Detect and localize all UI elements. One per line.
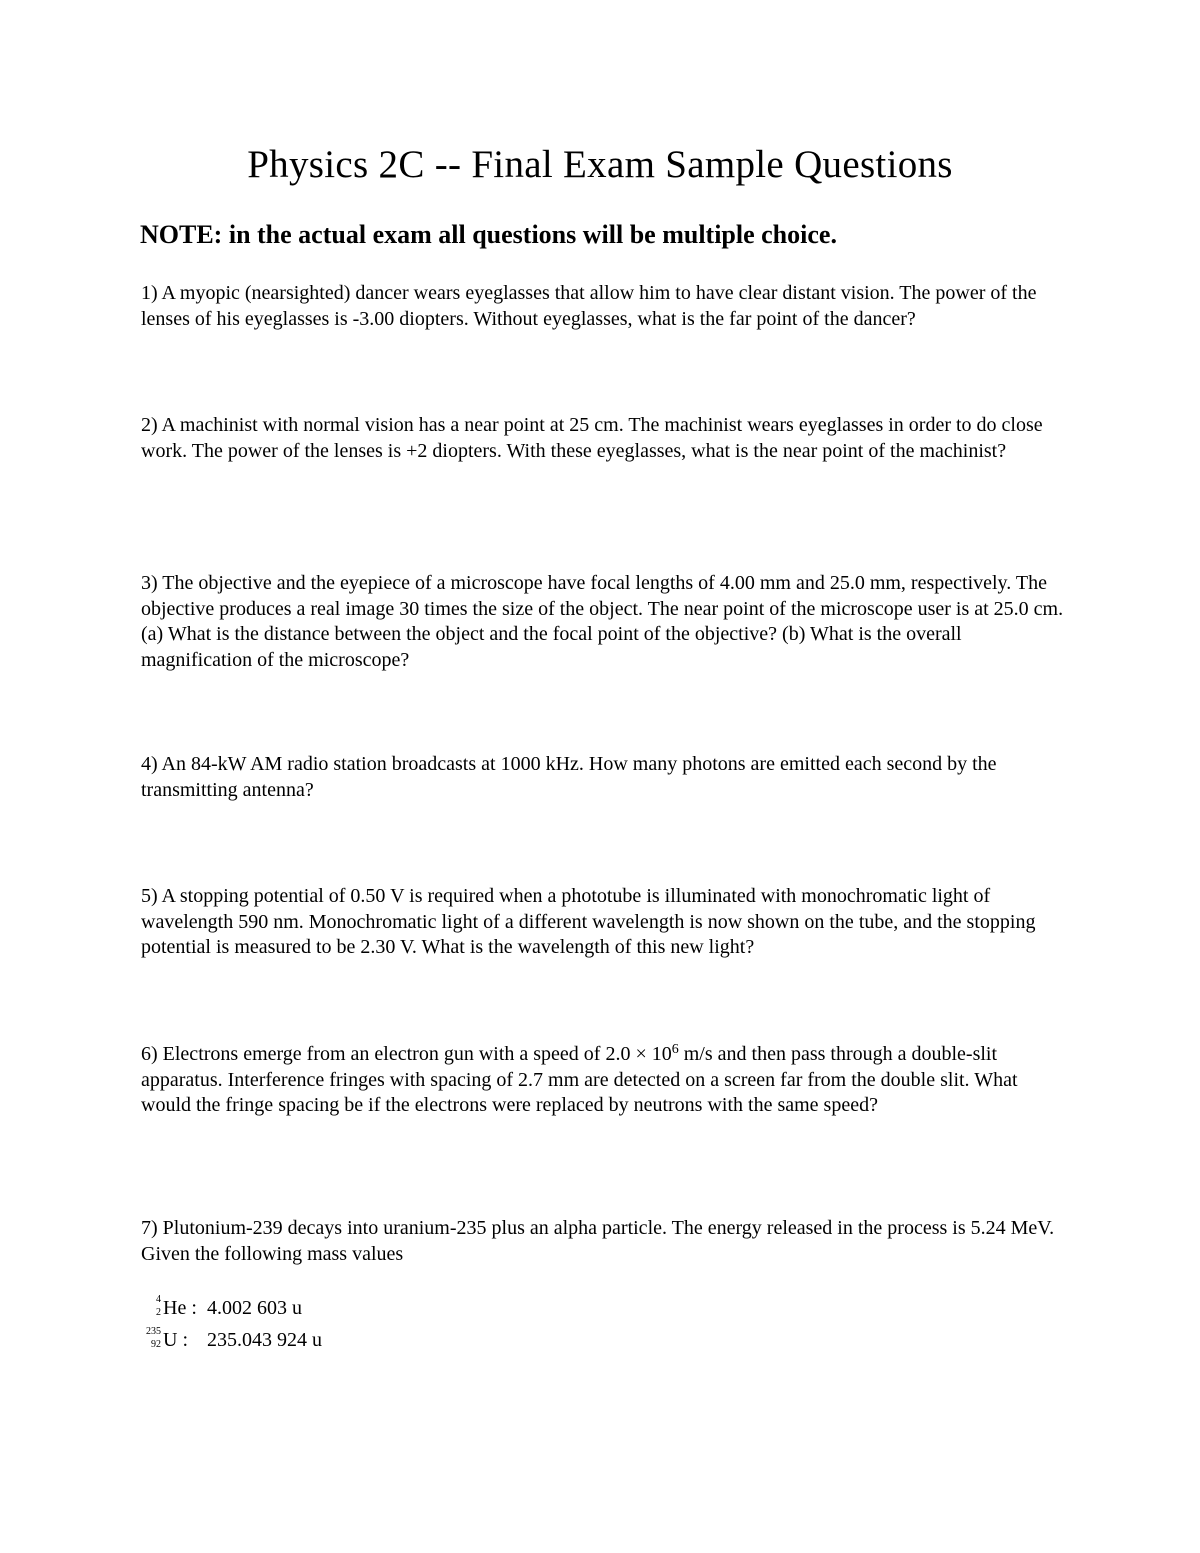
question-2: 2) A machinist with normal vision has a near point at 25 cm. The machinist wears eyeglasses in order to do close work. The power of the lenses is +2 diopters. With these eyeglasses, what is the near point of the machinist? (141, 414, 1043, 462)
atomic-number: 92 (151, 1339, 161, 1350)
mass-row-helium (143, 1293, 302, 1323)
page-title: Physics 2C -- Final Exam Sample Questions (247, 143, 953, 186)
mass-row-uranium (143, 1325, 322, 1355)
mass-number: 4 (156, 1294, 161, 1305)
mass-value: 4.002 603 u (207, 1297, 302, 1319)
element-symbol: U : (163, 1329, 188, 1351)
nuclide-uranium (143, 1325, 207, 1355)
question-7: 7) Plutonium-239 decays into uranium-235 plus an alpha particle. The energy released in the process is 5.24 MeV. Given the following mass values (141, 1217, 1055, 1265)
exam-note: NOTE: in the actual exam all questions will be multiple choice. (140, 220, 837, 249)
question-6-exponent: 6 (671, 1042, 679, 1057)
mass-number: 235 (146, 1326, 161, 1337)
question-6-text-before: 6) Electrons emerge from an electron gun with a speed of 2.0 × 10 (141, 1043, 672, 1065)
question-1: 1) A myopic (nearsighted) dancer wears eyeglasses that allow him to have clear distant vision. The power of the lenses of his eyeglasses is -3.00 diopters. Without eyeglasses, what is the far point of the dancer? (141, 282, 1037, 330)
question-3: 3) The objective and the eyepiece of a microscope have focal lengths of 4.00 mm and 25.0 mm, respectively. The objective produces a real image 30 times the size of the object. The near point of the microscope user is at 25.0 cm. (a) What is the distance between the object and the focal point of the objective? (b) What is the overall magnification of the microscope? (141, 572, 1064, 671)
question-4: 4) An 84-kW AM radio station broadcasts at 1000 kHz. How many photons are emitted each second by the transmitting antenna? (141, 753, 997, 801)
atomic-number: 2 (156, 1307, 161, 1318)
nuclide-helium (143, 1293, 207, 1323)
element-symbol: He : (163, 1297, 197, 1319)
question-6 (141, 1042, 1066, 1119)
question-5: 5) A stopping potential of 0.50 V is required when a phototube is illuminated with monochromatic light of wavelength 590 nm. Monochromatic light of a different wavelength is now shown on the tube, and the stopping potential is measured to be 2.30 V. What is the wavelength of this new light? (141, 885, 1036, 958)
question-6-text-after: m/s and then pass through a double-slit apparatus. Interference fringes with spacing of 2.7 mm are detected on a screen far from the double slit. What would the fringe spacing be if the electrons were replaced by neutrons with the same speed? (141, 1043, 1018, 1116)
mass-value: 235.043 924 u (207, 1329, 322, 1351)
